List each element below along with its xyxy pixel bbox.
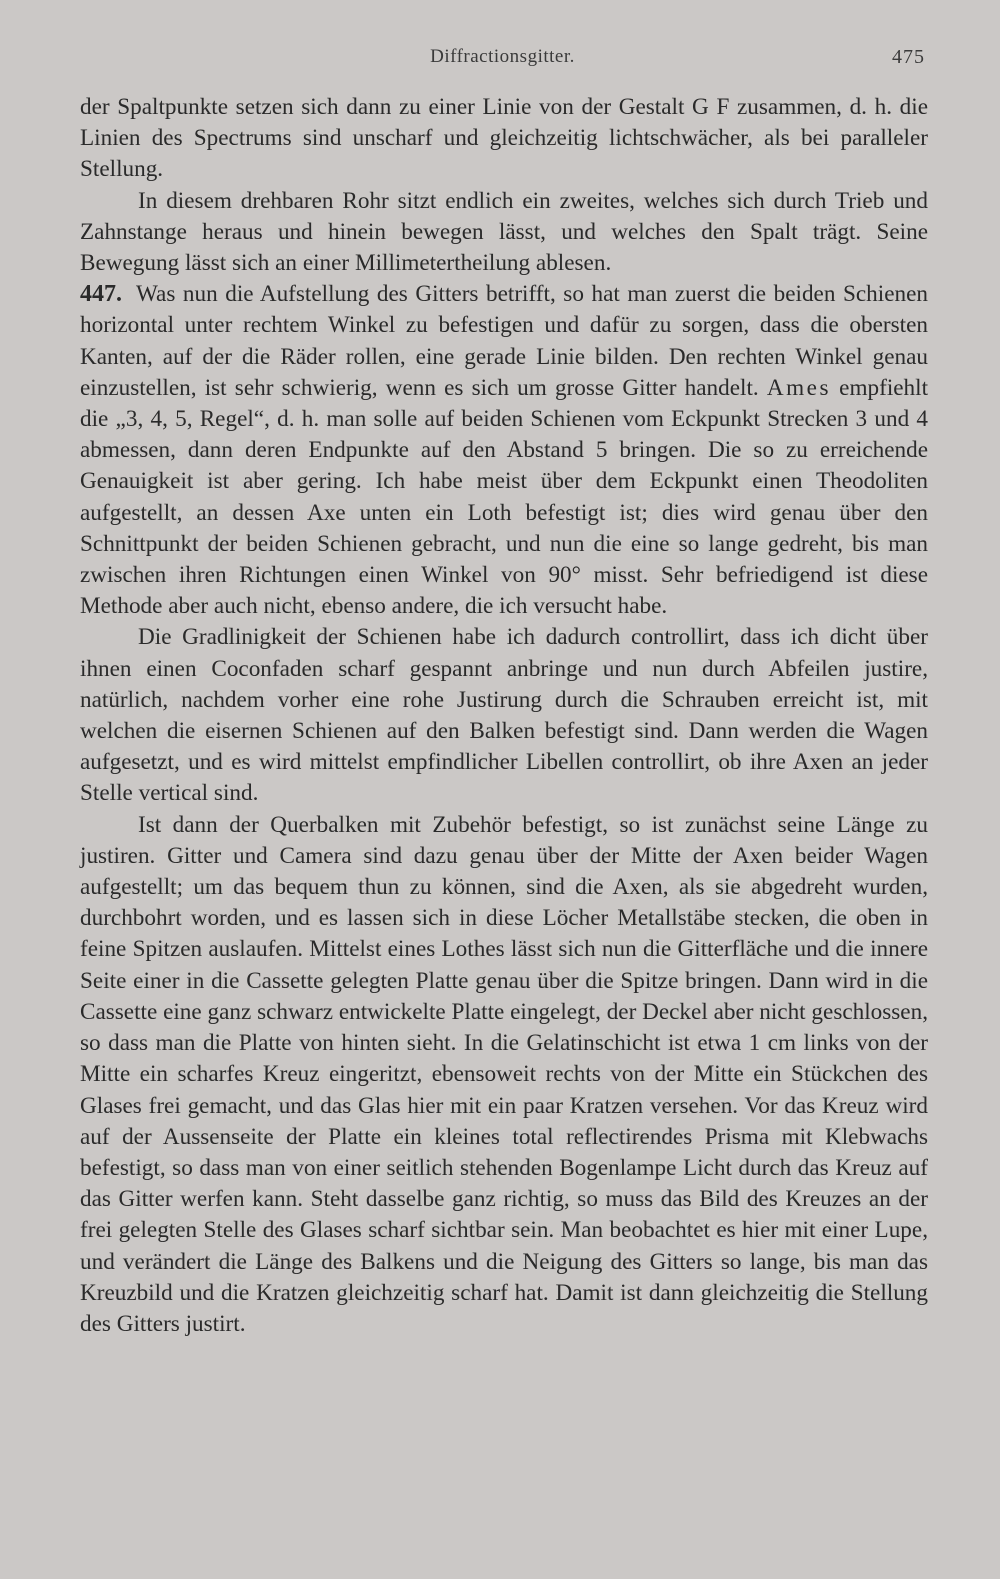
running-title: Diffractionsgitter. [430,46,575,67]
paragraph: Die Gradlinigkeit der Schienen habe ich dadurch controllirt, dass ich dicht über ihnen einen Coconfaden scharf gespannt anbringe und nun durch Abfeilen justire, natürlich, nachdem vorher eine rohe Justirung durch die Schrauben erreicht ist, mit welchen die eisernen Schienen auf den Balken befestigt sind. Dann werden die Wagen aufgesetzt, und es wird mittelst empfindlicher Libellen controllirt, ob ihre Axen an jeder Stelle vertical sind. [80,624,928,807]
paragraph-text: empfiehlt die „3, 4, 5, Regel“, d. h. man solle auf beiden Schienen vom Eckpunkt Strecken 3 und 4 abmessen, dann deren Endpunkte auf den Abstand 5 bringen. Die so zu erreichende Genauigkeit ist aber gering. Ich habe meist über dem Eckpunkt einen Theodoliten aufgestellt, an dessen Axe unten ein Loth befestigt ist; dies wird genau über den Schnittpunkt der beiden Schienen gebracht, und nun die eine so lange gedreht, bis man zwischen ihren Richtungen einen Winkel von 90° misst. Sehr befriedigend ist diese Methode aber auch nicht, ebenso andere, die ich versucht habe. [80,374,929,620]
paragraph-text: Was nun die Aufstellung des Gitters betrifft, so hat man zuerst die beiden Schienen horizontal unter rechtem Winkel zu befestigen und dafür zu sorgen, dass die obersten Kanten, auf der die Räder rollen, eine gerade Linie bilden. Den rechten Winkel genau einzustellen, ist sehr schwierig, wenn es sich um grosse Gitter handelt. [80,281,928,401]
page-number: 475 [892,46,925,68]
body-text [80,92,928,1340]
author-name: Ames [766,374,831,401]
page-header [80,46,925,76]
section-number: 447. [80,281,122,308]
paragraph: Ist dann der Querbalken mit Zubehör befestigt, so ist zunächst seine Länge zu justiren. Gitter und Camera sind dazu genau über der Mitte der Axen beider Wagen aufgestellt; um das bequem thun zu können, sind die Axen, als sie abgedreht wurden, durchbohrt worden, und es lassen sich in diese Löcher Metallstäbe stecken, die oben in feine Spitzen auslaufen. Mittelst eines Lothes lässt sich nun die Gitterfläche und die innere Seite einer in die Cassette gelegten Platte genau über die Spitze bringen. Dann wird in die Cassette eine ganz schwarz entwickelte Platte eingelegt, der Deckel aber nicht geschlossen, so dass man die Platte von hinten sieht. In die Gelatinschicht ist etwa 1 cm links von der Mitte ein scharfes Kreuz eingeritzt, ebensoweit rechts von der Mitte ein Stückchen des Glases frei gemacht, und das Glas hier mit ein paar Kratzen versehen. Vor das Kreuz wird auf der Aussenseite der Platte ein kleines total reflectirendes Prisma mit Klebwachs befestigt, so dass man von einer seitlich stehenden Bogenlampe Licht durch das Kreuz auf das Gitter werfen kann. Steht dasselbe ganz richtig, so muss das Bild des Kreuzes an der frei gelegten Stelle des Glases scharf sichtbar sein. Man beobachtet es hier mit einer Lupe, und verändert die Länge des Balkens und die Neigung des Gitters so lange, bis man das Kreuzbild und die Kratzen gleichzeitig scharf hat. Damit ist dann gleichzeitig die Stellung des Gitters justirt. [80,811,928,1337]
paragraph: der Spaltpunkte setzen sich dann zu einer Linie von der Gestalt G F zusammen, d. h. die Linien des Spectrums sind unscharf und gleichzeitig lichtschwächer, als bei paralleler Stellung. [80,94,928,183]
paragraph-section-447 [80,279,928,622]
paragraph: In diesem drehbaren Rohr sitzt endlich ein zweites, welches sich durch Trieb und Zahnstange heraus und hinein bewegen lässt, und welches den Spalt trägt. Seine Bewegung lässt sich an einer Millimetertheilung ablesen. [80,187,928,277]
